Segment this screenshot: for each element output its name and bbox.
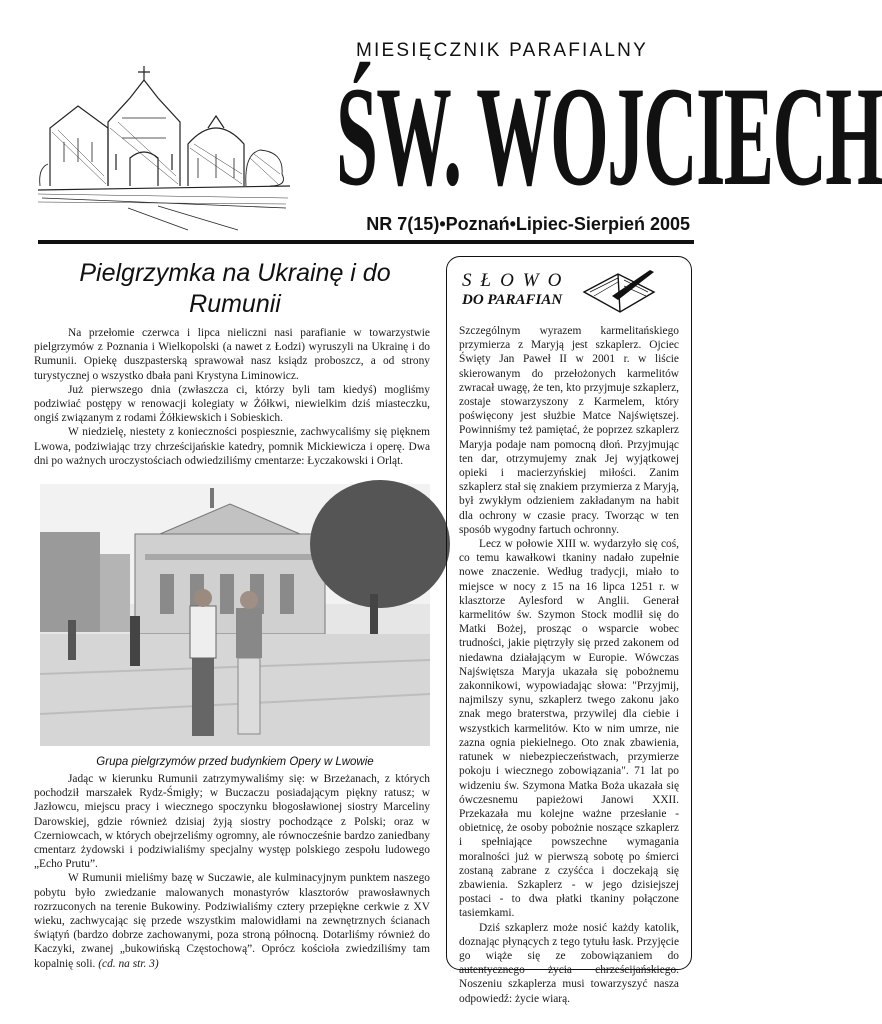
paragraph: Szczególnym wyrazem karmelitańskiego przymierza z Maryją jest szkaplerz. Ojciec Święty Jan Paweł II w 2001 r. w liście skierowanym do przełożonych karmelitów zwracał uwagę, że ten, kto przyjmuje szkaplerz, zostaje stowarzyszony z Karmelem, który poświęcony jest służbie Matce Najświętszej. Powinniśmy też pamiętać, że poprzez szkaplerz Maryja podaje nam pomocną dłoń. Przyjmując ten dar, otrzymujemy znak Jej wyjątkowej opieki i macierzyńskiej miłości. Zanim szkaplerz stał się znakiem przymierza z Maryją, był zwykłym odzieniem zakładanym na habit dla ochrony w czasie pracy. Tworząc w ten sposób wygodny fartuch ochronny. [459, 325, 679, 536]
article-continuation [34, 772, 430, 971]
article-title: Pielgrzymka na Ukrainę i do Rumunii [79, 259, 391, 318]
open-book-icon [580, 262, 658, 318]
paragraph: Na przełomie czerwca i lipca nieliczni nasi parafianie w towarzystwie pielgrzymów z Poznania i Wielkopolski (a nawet z Łodzi) wyruszyli na Ukrainę i do Rumunii. Opiekę duszpasterską sprawował nasz ksiądz proboszcz, a od strony turystycznej o wszystko dbała pani Krystyna Liminowicz. [34, 327, 430, 382]
column-title-line1: SŁOWO [462, 270, 571, 291]
opera-photo [40, 484, 430, 746]
paragraph: W niedzielę, niestety z konieczności pospiesznie, zachwycaliśmy się pięknem Lwowa, podziwiając trzy chrześcijańskie katedry, pomnik Mickiewicza i operę. Dwa dni po ważnych uroczystościach odwiedziliśmy cmentarze: Łyczakowski i Orląt. [34, 426, 430, 467]
paragraph: Jadąc w kierunku Rumunii zatrzymywaliśmy się: w Brzeżanach, z których pochodził marszałek Rydz-Śmigły; w Buczaczu posiadającym piękny ratusz; w Jazłowcu, miejscu pracy i wiecznego spoczynku błogosławionej siostry Marceliny Darowskiej, gdzie również dzisiaj żyją siostry pochodzące z Polski; oraz w Czerniowcach, w których obejrzeliśmy ogromny, ale równocześnie bardzo zaniedbany cmentarz żydowski i podziwialiśmy specjalny występ polskiego zespołu ludowego „Echo Prutu”. [34, 773, 430, 871]
newspaper-title: ŚW. WOJCIECH [336, 56, 882, 216]
photo-caption: Grupa pielgrzymów przed budynkiem Opery w Lwowie [96, 756, 374, 768]
word-to-parish-text [459, 324, 679, 1006]
masthead-divider [38, 240, 694, 244]
article-intro [34, 326, 430, 468]
church-illustration [38, 58, 290, 230]
paragraph-text: W Rumunii mieliśmy bazę w Suczawie, ale kulminacyjnym punktem naszego pobytu było zwiedzanie malowanych monastyrów klasztorów prawosławnych rozrzuconych na terenie Bukowiny. Podziwialiśmy cztery przepiękne cerkwie z XV wieku, zachwycając się przede wszystkim malowidłami na zewnętrznych ścianach świątyń (bardzo dobrze zachowanymi, poza stroną północną. Dotarliśmy również do Kaczyki, zwanej „bukowińską Częstochową”. Oprócz kościoła zwiedziliśmy tam kopalnię soli. [34, 872, 430, 970]
paragraph: Już pierwszego dnia (zwłaszcza ci, którzy byli tam kiedyś) mogliśmy podziwiać postępy w renowacji kolegiaty w Żółkwi, niewielkim dziś miasteczku, ongiś związanym z rodami Żółkiewskich i Sobieskich. [34, 383, 430, 425]
continued-note: (cd. na str. 3) [98, 957, 159, 970]
paragraph [34, 871, 430, 970]
issue-info: NR 7(15)•Poznań•Lipiec-Sierpień 2005 [366, 214, 690, 234]
monthly-label: MIESIĘCZNIK PARAFIALNY [356, 40, 648, 61]
column-title-line2: DO PARAFIAN [462, 292, 563, 308]
paragraph: Dziś szkaplerz może nosić każdy katolik, doznając płynących z tego tytułu łask. Przyjęcie go wiąże się ze zobowiązaniem do autentycznego życia chrześcijańskiego. Noszeniu szkaplerza musi towarzyszyć nasza odpowiedź: życie wiarą. [459, 921, 679, 1005]
paragraph: Lecz w połowie XIII w. wydarzyło się coś, co temu kawałkowi tkaniny nadało zupełnie nowe znaczenie. Według tradycji, miało to miejsce w nocy z 15 na 16 lipca 1251 r. w klasztorze Aylesford w Anglii. Generał karmelitów św. Szymon Stock modlił się do Matki Bożej, prosząc o wsparcie wobec trudności, jakie piętrzyły się przed zakonem od niedawna działającym w Europie. Wówczas Najświętsza Maryja ukazała się pobożnemu zakonnikowi, wypowiadając słowa: "Przyjmij, najmilszy synu, szkaplerz twego zakonu jako znak mego braterstwa, przywilej dla ciebie i wszystkich karmelitów. Kto w nim umrze, nie zazna ognia piekielnego. Oto znak zbawienia, ratunek w niebezpieczeństwach, przymierze pokoju i wiecznego zobowiązania". 71 lat po widzeniu św. Szymona Matka Boża ukazała się ówczesnemu papieżowi Janowi XXII. Przekazała mu kolejne ważne przesłanie - obietnicę, że osoby pobożnie noszące szkaplerz i spełniające powszechne wymagania moralności już w pierwszą sobotę po śmierci zostaną zabrane z czyśćca i doczekają się zbawienia. Szkaplerz - w jego dzisiejszej postaci - to dwa płatki tkaniny połączone tasiemkami. [459, 538, 679, 920]
